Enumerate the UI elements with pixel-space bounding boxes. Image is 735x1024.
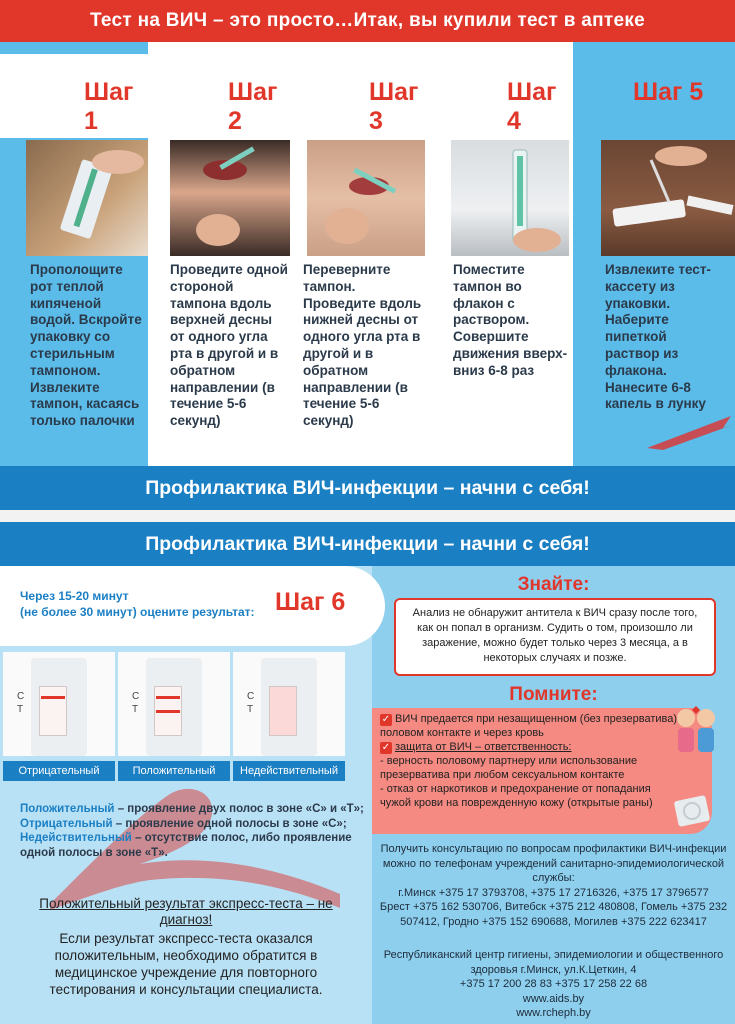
remember-list [380,712,680,810]
step-6-title: Шаг 6 [275,588,346,616]
legend-term: Недействительный [20,832,132,844]
negative-test-image [3,652,115,756]
legend-text: – проявление одной полосы в зоне «С»; [112,817,347,830]
legend-text: – отсутствие полос, либо проявление одной полосы в зоне «Т». [20,832,352,859]
c-mark: С [17,691,25,702]
step-2-panel [148,42,293,466]
t-mark: Т [17,704,24,715]
test-marks [17,690,24,716]
step-6-column [0,566,372,1024]
step-5-panel [573,42,735,466]
website-link-rcheph[interactable]: www.rcheph.by [516,1007,591,1019]
legend-text: – проявление двух полос в зоне «С» и «Т»; [114,803,364,815]
c-line [41,696,65,699]
info-column [372,566,735,1024]
legend-positive [20,802,370,817]
condom-package-image [672,792,716,828]
step-6-lead-line-2: (не более 30 минут) оцените результат: [20,605,255,619]
center-name: Республиканский центр гигиены, эпидемиологии и общественного здоровья г.Минск, ул.К.Цеткин, 4 [383,949,724,976]
test-result-images [0,652,345,756]
vial-image [451,140,569,256]
step-1-text: Прополощите рот теплой кипяченой водой. Вскройте упаковку со стерильным тампоном. Извлеките тампон, касаясь только палочки [30,262,142,429]
step-5-text: Извлеките тест-кассету из упаковки. Наберите пипеткой раствор из флакона. Нанесите 6-8 капель в лунку [605,262,711,412]
mouth-swab-lower-image [307,140,425,256]
know-title: Знайте: [517,574,590,595]
negative-label: Отрицательный [3,761,115,781]
step-3-panel [293,42,433,466]
note-body: Если результат экспресс-теста оказался положительным, необходимо обратится в медицинское учреждение для повторного тестирования и консультации специалиста. [49,931,323,997]
step-1-panel [0,42,148,466]
test-marks [247,690,254,716]
step-2-photo [170,140,290,256]
step-6-lead-line-1: Через 15-20 минут [20,589,129,603]
result-legend [20,802,370,860]
note-title: Положительный результат экспресс-теста – не диагноз! [39,896,333,927]
legend-term: Отрицательный [20,817,113,830]
center-phones: +375 17 200 28 83 +375 17 258 22 68 [459,978,648,990]
remember-sub-2: - отказ от наркотиков и предохранение от попадания чужой крови на поврежденную кожу (открытые раны) [380,783,653,809]
prevention-banner-bottom: Профилактика ВИЧ-инфекции – начни с себя! [0,522,735,566]
step-2-text: Проведите одной стороной тампона вдоль верхней десны от одного угла рта в другой и в обратном направлении (в течение 5-6 секунд) [170,262,288,429]
positive-test-image [118,652,230,756]
test-window [39,686,67,736]
step-3-photo [307,140,425,256]
step-1-photo [26,140,148,256]
step-3-text: Переверните тампон. Проведите вдоль нижней десны от одного угла рта в другой и в обратном направлении (в течение 5-6 секунд) [303,262,422,429]
consult-phones-minsk: г.Минск +375 17 3793708, +375 17 2716326, +375 17 3796577 [398,886,709,899]
remember-item-1 [380,712,680,740]
test-window [269,686,297,736]
step-4-photo [451,140,569,256]
invalid-label: Недействительный [233,761,345,781]
invalid-test-image [233,652,345,756]
positive-label: Положительный [118,761,230,781]
legend-negative [20,817,370,832]
results-section [0,566,735,1024]
remember-item-2 [380,740,680,754]
consultation-info [372,842,735,929]
page-fold [0,510,735,522]
header-title: Тест на ВИЧ – это просто…Итак, вы купили тест в аптеке [0,0,735,42]
legend-invalid [20,831,370,860]
know-box: Анализ не обнаружит антитела к ВИЧ сразу после того, как он попал в организм. Судить о том, произошло ли заражение, можно будет только через 3 месяца, а в некоторых случаях и позже. [394,598,716,676]
step-4-text: Поместите тампон во флакон с раствором. Совершите движения вверх-вниз 6-8 раз [453,262,568,378]
test-cassette-image [601,140,735,256]
remember-item-2-text: защита от ВИЧ – ответственность: [395,741,572,753]
check-icon: ✓ [381,714,391,725]
consult-text: Получить консультацию по вопросам профилактики ВИЧ-инфекции можно по телефонам учреждений санитарно-эпидемиологической службы: [380,843,727,884]
remember-sub-1: - верность половому партнеру или использование презерватива при любом сексуальном контакте [380,755,638,781]
c-mark: С [132,691,140,702]
t-mark: Т [132,704,139,715]
steps-section [0,42,735,466]
check-icon: ✓ [381,742,391,753]
step-3-title: Шаг 3 [369,78,419,135]
test-marks [132,690,139,716]
step-5-title: Шаг 5 [633,78,704,106]
t-mark: Т [247,704,254,715]
prevention-banner-top: Профилактика ВИЧ-инфекции – начни с себя! [0,466,735,510]
step-5-photo [601,140,735,256]
red-ribbon-stroke [643,412,735,452]
c-line [156,696,180,699]
legend-term: Положительный [20,803,115,815]
website-link-aids[interactable]: www.aids.by [522,992,585,1005]
mouth-swab-image [170,140,290,256]
step-1-title: Шаг 1 [84,78,134,135]
consult-phones-regions: Брест +375 162 530706, Витебск +375 212 480808, Гомель +375 232 507412, Гродно +375 152 690688, Могилев +375 222 623417 [379,901,728,928]
step-2-title: Шаг 2 [228,78,278,135]
c-mark: С [247,691,255,702]
t-line [156,710,180,713]
step-4-title: Шаг 4 [507,78,557,135]
step-4-panel [433,42,573,466]
step-6-lead [20,588,255,620]
swab-package-image [26,140,148,256]
couple-illustration [668,706,724,756]
center-info [372,948,735,1021]
remember-title: Помните: [509,684,598,705]
remember-item-1-text: ВИЧ предается при незащищенном (без презерватива) половом контакте и через кровь [380,713,678,739]
